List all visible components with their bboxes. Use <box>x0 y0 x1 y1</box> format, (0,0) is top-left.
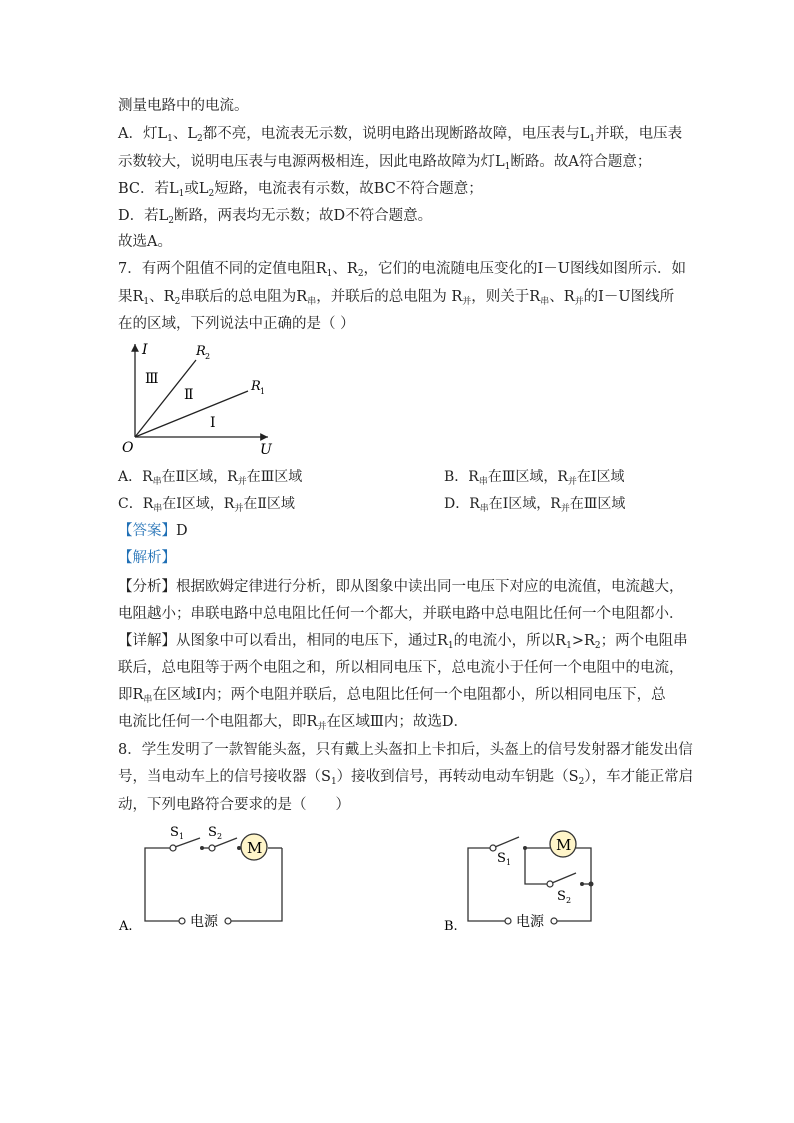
circuit-a-wire-loop <box>145 848 180 921</box>
iu-graph <box>118 338 278 458</box>
svg-text:S: S <box>170 825 179 840</box>
xiangjie-line-2: 联后，总电阻等于两个电阻之和，所以相同电压下，总电流小于任何一个电阻中的电流， <box>118 660 684 676</box>
xiangjie-line-4: 电流比任何一个电阻都大，即$R_并$在区域Ⅲ内；故选D． <box>118 714 469 732</box>
y-axis-label: I <box>142 342 148 358</box>
q7-stem-line-1: 7．有两个阻值不同的定值电阻$R_1$、$R_2$，它们的电流随电压变化的I－U图线如图所示．如 <box>118 261 686 279</box>
r2-label: R <box>196 344 206 359</box>
text-line-2: A．灯$L_1$、$L_2$都不亮，电流表无示数，说明电路出现断路故障，电压表与$L_1$并联，电压表 <box>118 126 683 144</box>
text-line-1: 测量电路中的电流。 <box>118 98 249 114</box>
answer-tag: 【答案】 <box>118 523 176 539</box>
q8-stem-line-3: 动，下列电路符合要求的是（ ） <box>118 797 350 813</box>
svg-text:2: 2 <box>566 896 572 905</box>
svg-text:M: M <box>556 836 572 854</box>
circuit-b-label: B. <box>444 919 458 934</box>
svg-text:S: S <box>208 825 217 840</box>
text-line-4: BC．若$L_1$或$L_2$短路，电流表有示数，故BC不符合题意； <box>118 181 483 199</box>
answer-line <box>118 521 188 541</box>
circuit-a-label: A. <box>119 919 133 934</box>
q8-stem-line-1: 8．学生发明了一款智能头盔，只有戴上头盔扣上卡扣后，头盔上的信号发射器才能发出信 <box>118 742 693 758</box>
fenxi-line-2: 电阻越小；串联电路中总电阻比任何一个都大，并联电路中总电阻比任何一个电阻都小． <box>118 606 684 622</box>
text-line-5: D．若$L_2$断路，两表均无示数；故D不符合题意。 <box>118 208 433 226</box>
circuit-b-branch <box>525 848 548 884</box>
svg-text:S: S <box>557 889 566 904</box>
region-2-label: Ⅱ <box>184 387 194 403</box>
option-a: A．$R_串$在Ⅱ区域，$R_并$在Ⅲ区域 <box>118 469 303 487</box>
svg-text:M: M <box>247 839 263 857</box>
xiangjie-line-3: 即$R_串$在区域Ⅰ内；两个电阻并联后，总电阻比任何一个电阻都小，所以相同电压下，总 <box>118 687 666 705</box>
answer-value: D <box>176 523 188 539</box>
xiangjie-line-1: 【详解】从图象中可以看出，相同的电压下，通过$R_1$的电流小，所以$R_1>R_2$；两个电阻串 <box>118 633 688 651</box>
circuit-b <box>436 820 636 938</box>
fenxi-line-1: 【分析】根据欧姆定律进行分析，即从图象中读出同一电压下对应的电流值，电流越大， <box>118 579 684 595</box>
circuit-a-power: 电源 <box>190 914 218 930</box>
r1-label: R <box>251 379 261 394</box>
origin-label: O <box>122 440 134 456</box>
circuit-b-power: 电源 <box>516 914 544 930</box>
option-c: C．$R_串$在Ⅰ区域，$R_并$在Ⅱ区域 <box>118 496 295 514</box>
svg-text:1: 1 <box>506 858 512 867</box>
q7-stem-line-3: 在的区域，下列说法中正确的是（ ） <box>118 316 355 332</box>
region-1-label: Ⅰ <box>210 415 216 431</box>
text-line-3: 示数较大，说明电压表与电源两极相连，因此电路故障为灯$L_1$断路。故A符合题意； <box>118 154 652 172</box>
analysis-tag-line: 【解析】 <box>118 550 176 566</box>
region-3-label: Ⅲ <box>145 371 159 387</box>
svg-text:1: 1 <box>179 832 185 841</box>
q8-stem-line-2: 号，当电动车上的信号接收器$(S_1)$接收到信号，再转动电动车钥匙$(S_2)$，车才能正常启 <box>118 769 694 787</box>
circuit-b-switch-s2 <box>552 873 576 883</box>
x-axis-label: U <box>260 442 272 458</box>
text-line-6: 故选A。 <box>118 234 172 250</box>
r1-label-sub: 1 <box>260 387 266 396</box>
svg-text:S: S <box>497 851 506 866</box>
option-d: D．$R_串$在Ⅰ区域，$R_并$在Ⅲ区域 <box>444 496 626 514</box>
svg-text:2: 2 <box>217 832 223 841</box>
q7-stem-line-2: 果$R_1$、$R_2$串联后的总电阻为$R_串$，并联后的总电阻为 $R_并$，则关于$R_串$、$R_并$的I－U图线所 <box>118 289 675 307</box>
circuit-b-switch-s1 <box>495 837 519 847</box>
r2-label-sub: 2 <box>205 352 211 361</box>
circuit-a <box>110 820 310 938</box>
option-b: B．$R_串$在Ⅲ区域，$R_并$在Ⅰ区域 <box>444 469 625 487</box>
